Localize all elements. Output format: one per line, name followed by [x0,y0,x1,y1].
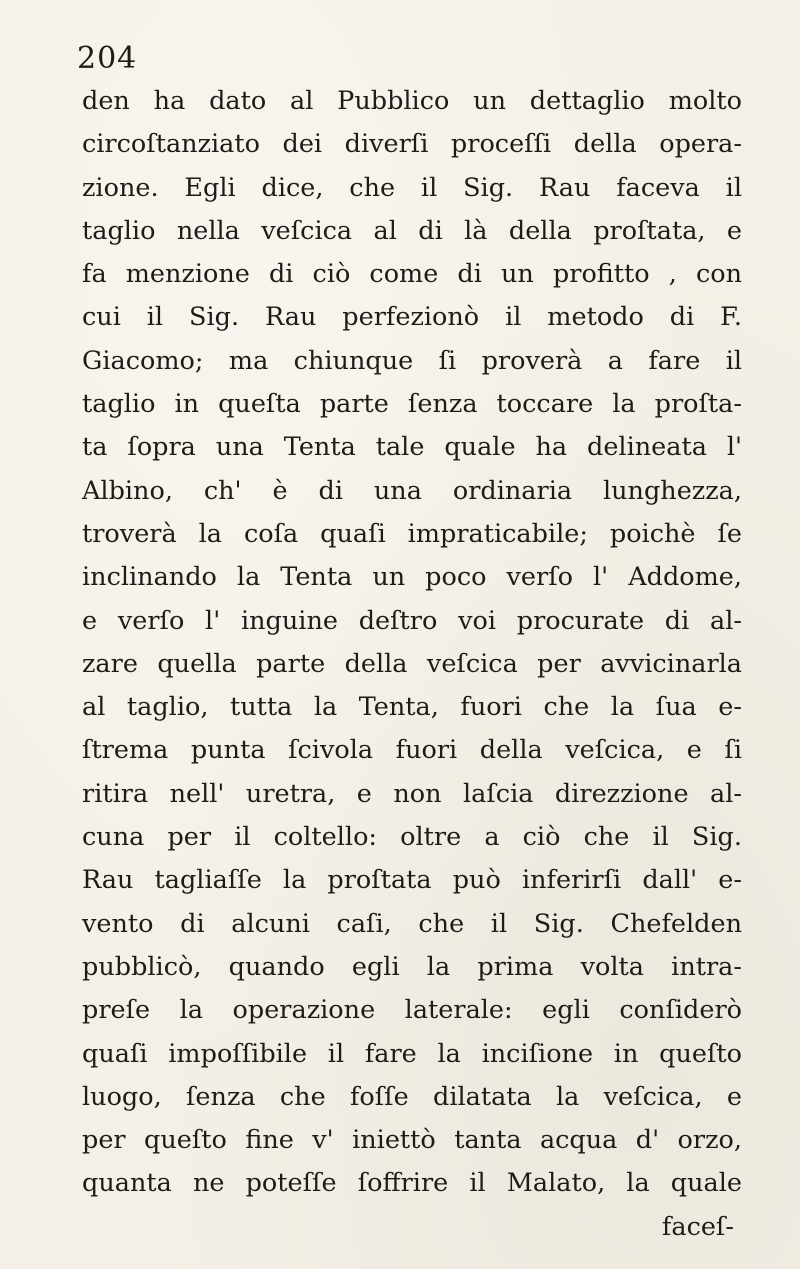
text-line: den ha dato al Pubblico un dettaglio molto [82,86,742,116]
text-line: luogo, ſenza che foſſe dilatata la veſcica, e [82,1081,742,1112]
text-line: quaſi impoſſibile il fare la inciſione in queſto [82,1038,742,1069]
page-number: 204 [77,41,138,76]
text-line: ta ſopra una Tenta tale quale ha delineata l' [82,432,742,463]
catchword: faceſ- [661,1211,734,1242]
text-line: cuna per il coltello: oltre a ciò che il Sig. [82,822,742,853]
text-line: per queſto fine v' iniettò tanta acqua d' orzo, [82,1125,742,1156]
text-line: zare quella parte della veſcica per avvicinarla [82,648,742,679]
body-text [82,80,742,1249]
text-line: cui il Sig. Rau perfezionò il metodo di F. [82,302,742,333]
text-line: zione. Egli dice, che il Sig. Rau faceva il [82,172,742,203]
text-line: quanta ne poteſſe ſoffrire il Malato, la quale [82,1168,742,1199]
text-line: taglio nella veſcica al di là della proſtata, e [82,215,742,246]
text-line: vento di alcuni caſi, che il Sig. Chefelden [82,908,742,939]
text-line: taglio in queſta parte ſenza toccare la proſta- [82,389,742,420]
text-line: Albino, ch' è di una ordinaria lunghezza, [82,475,742,506]
text-line: Rau tagliaſſe la proſtata può inferirſi dall' e- [82,865,742,896]
text-line: Giacomo; ma chiunque ſi proverà a fare il [82,345,742,376]
text-line: ſtrema punta ſcivola fuori della veſcica, e ſi [82,735,742,766]
text-line: inclinando la Tenta un poco verſo l' Addome, [82,562,742,593]
text-line: circoſtanziato dei diverſi proceſſi della opera- [82,129,742,160]
text-line: ritira nell' uretra, e non laſcia direzzione al- [82,778,742,809]
text-line: e verſo l' inguine deſtro voi procurate di al- [82,605,742,636]
text-line: troverà la coſa quaſi impraticabile; poichè ſe [82,518,742,549]
text-line: fa menzione di ciò come di un profitto , con [82,259,742,290]
text-line: al taglio, tutta la Tenta, fuori che la ſua e- [82,692,742,723]
text-line: preſe la operazione laterale: egli conſiderò [82,995,742,1026]
text-line: pubblicò, quando egli la prima volta intra- [82,951,742,982]
